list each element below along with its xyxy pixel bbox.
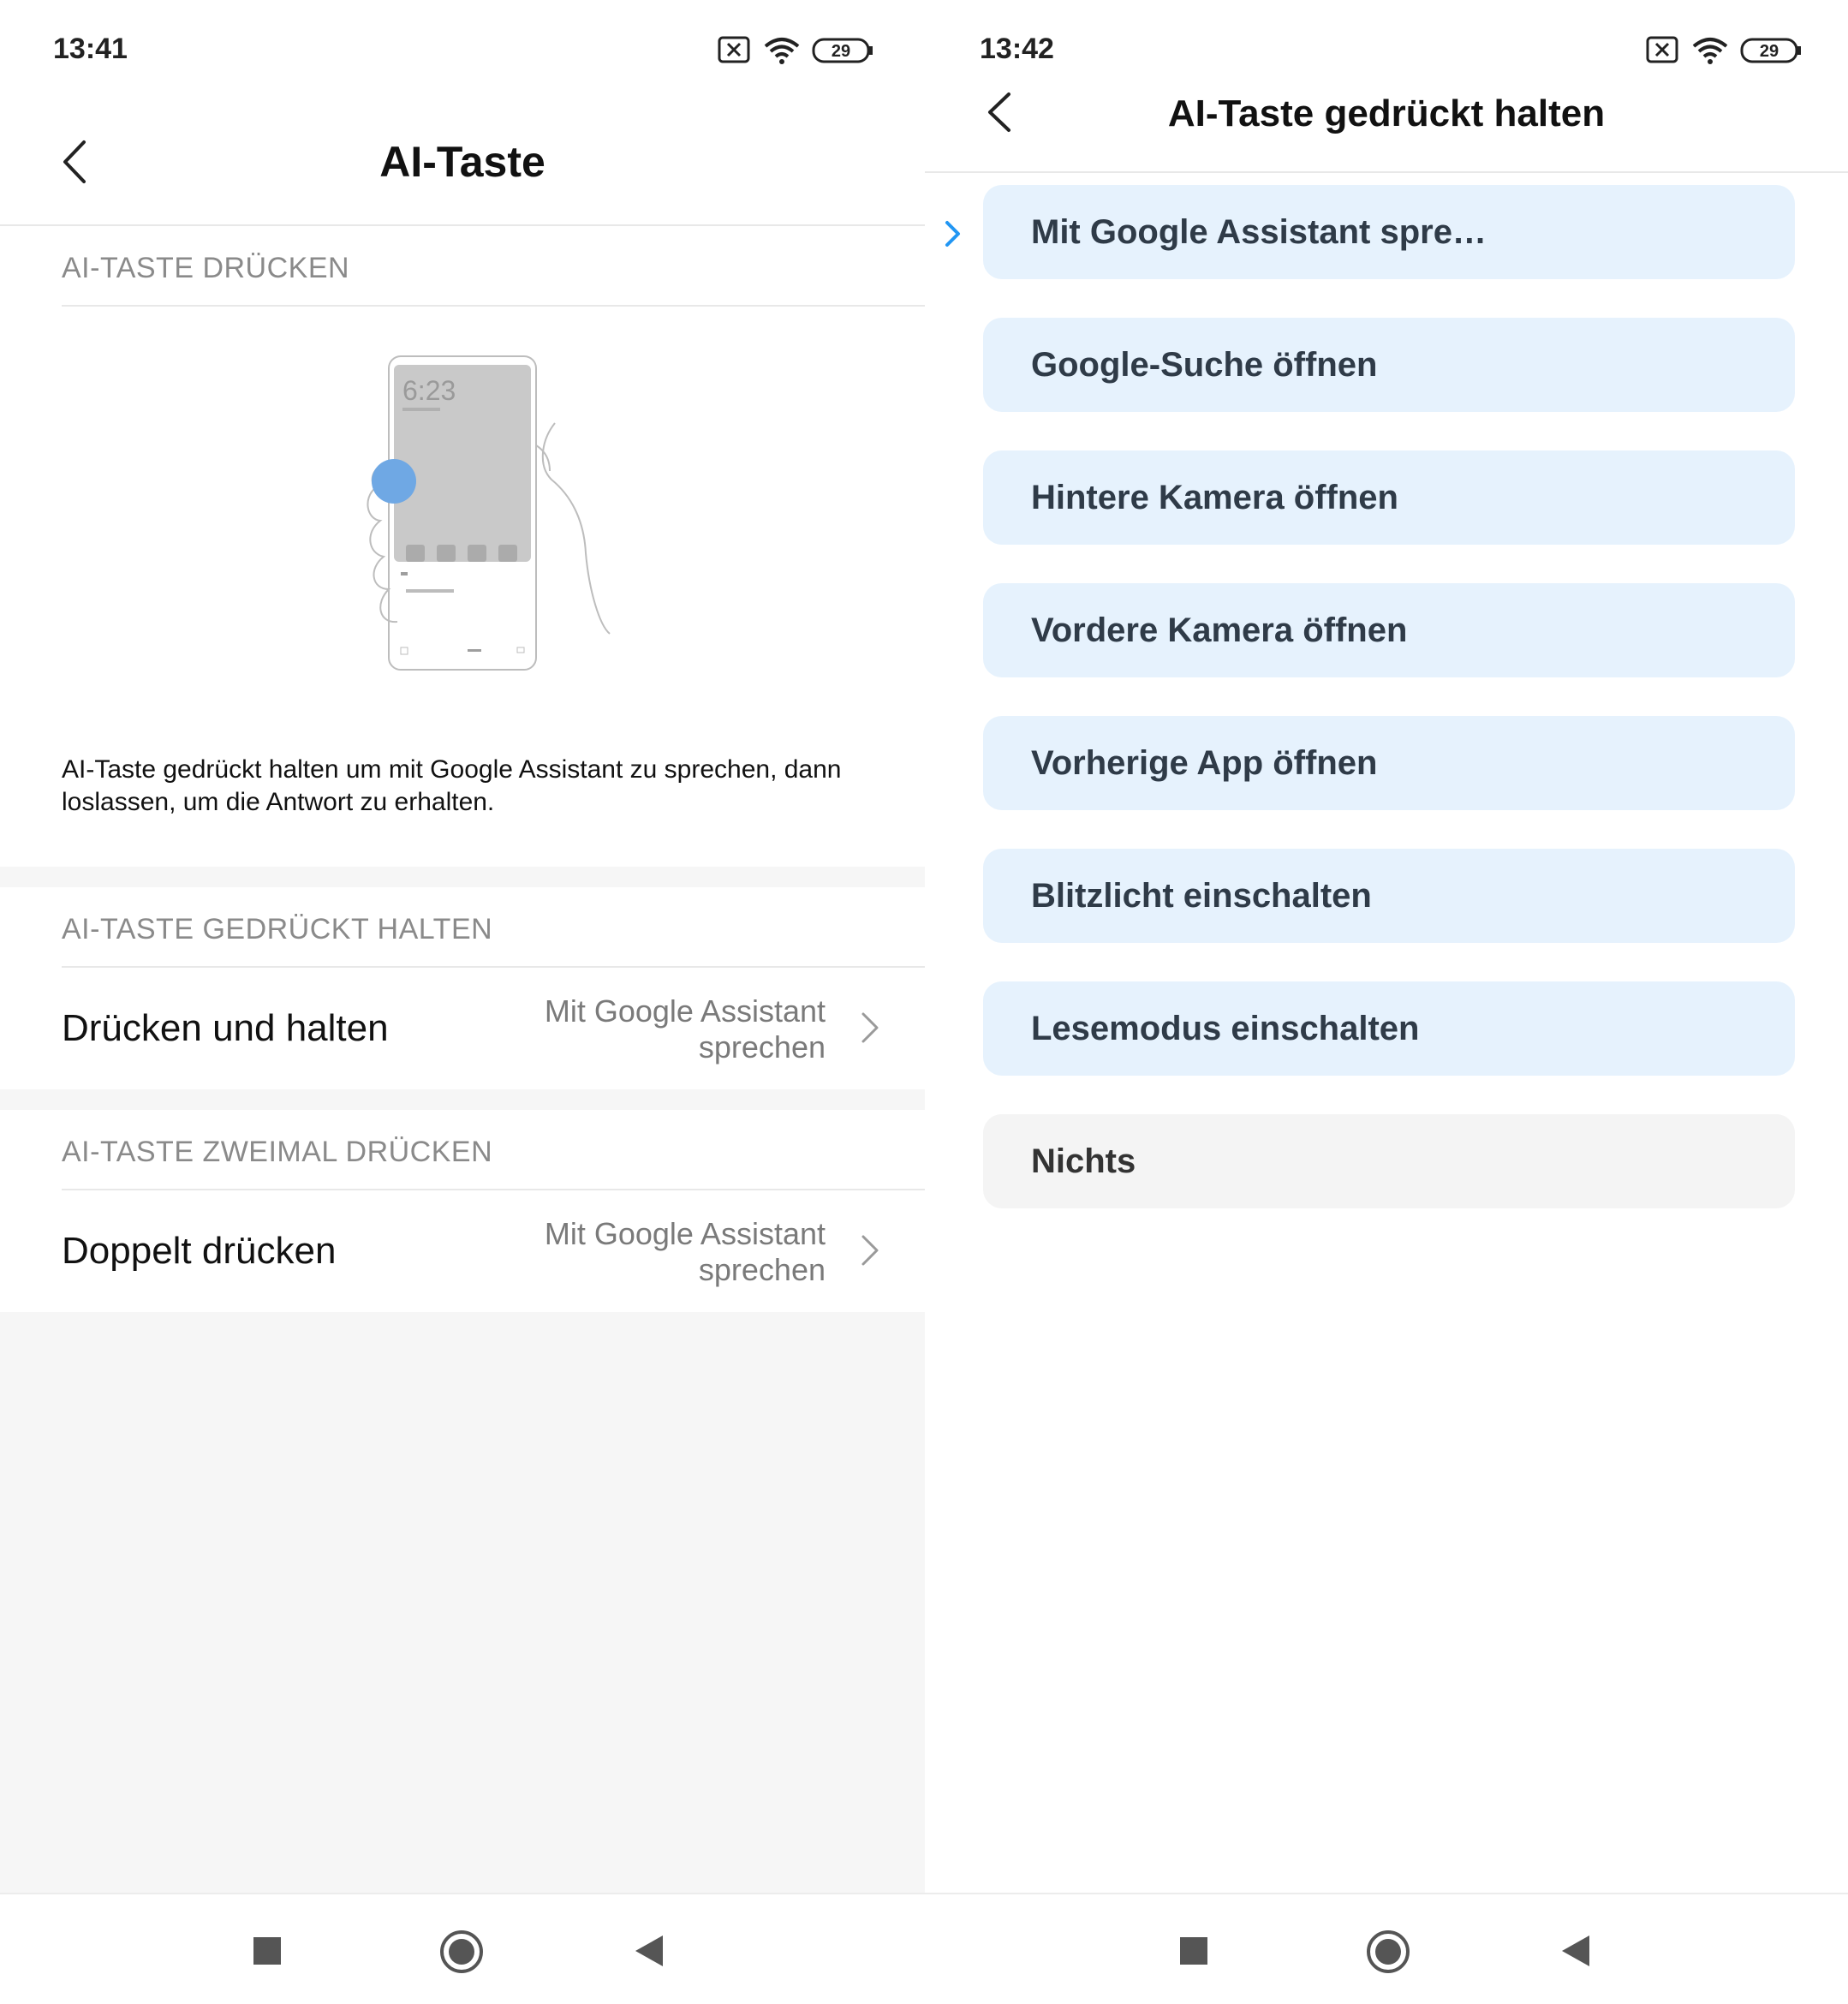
wifi-icon xyxy=(766,39,798,64)
row-value-double-press: Mit Google Assistant sprechen xyxy=(544,1216,826,1287)
status-icons xyxy=(716,33,875,67)
no-sim-icon xyxy=(719,38,748,62)
setting-row-double-press[interactable] xyxy=(0,1190,925,1312)
option-google-search[interactable] xyxy=(983,318,1795,412)
selected-chevron-icon xyxy=(944,219,963,248)
divider xyxy=(925,171,1848,173)
section-header-press: AI-TASTE DRÜCKEN xyxy=(62,252,350,284)
option-flashlight[interactable] xyxy=(983,849,1795,943)
option-reading-mode[interactable] xyxy=(983,981,1795,1076)
option-label: Nichts xyxy=(1031,1142,1136,1180)
navigation-bar xyxy=(925,1893,1848,2004)
home-circle-icon[interactable] xyxy=(438,1929,485,1975)
status-time: 13:42 xyxy=(980,33,1054,65)
option-rear-camera[interactable] xyxy=(983,450,1795,545)
recents-square-icon[interactable] xyxy=(253,1937,281,1965)
svg-text:29: 29 xyxy=(1759,42,1779,61)
chevron-right-icon xyxy=(860,1011,880,1045)
option-label: Mit Google Assistant spre… xyxy=(1031,213,1487,251)
status-icons xyxy=(1644,33,1803,67)
divider xyxy=(62,305,925,307)
wifi-icon xyxy=(1694,39,1726,64)
status-bar xyxy=(925,0,1848,94)
battery-icon xyxy=(814,39,873,62)
back-triangle-icon[interactable] xyxy=(1560,1934,1591,1968)
option-google-assistant[interactable] xyxy=(983,185,1795,279)
navigation-bar xyxy=(0,1893,925,2004)
row-title-double-press: Doppelt drücken xyxy=(62,1230,337,1272)
back-triangle-icon[interactable] xyxy=(634,1934,665,1968)
page-title: AI-Taste gedrückt halten xyxy=(1167,92,1606,134)
row-title-long-press: Drücken und halten xyxy=(62,1007,389,1049)
chevron-right-icon xyxy=(860,1233,880,1267)
option-label: Vordere Kamera öffnen xyxy=(1031,611,1408,649)
option-label: Vorherige App öffnen xyxy=(1031,744,1378,782)
home-circle-icon[interactable] xyxy=(1365,1929,1411,1975)
section-header-long-press: AI-TASTE GEDRÜCKT HALTEN xyxy=(62,913,493,945)
screen-long-press-options xyxy=(925,0,1848,2004)
option-label: Blitzlicht einschalten xyxy=(1031,877,1372,915)
option-nothing[interactable] xyxy=(983,1114,1795,1208)
option-previous-app[interactable] xyxy=(983,716,1795,810)
option-label: Hintere Kamera öffnen xyxy=(1031,479,1398,516)
phone-hand-illustration xyxy=(360,351,617,677)
option-front-camera[interactable] xyxy=(983,583,1795,677)
option-label: Lesemodus einschalten xyxy=(1031,1010,1420,1047)
row-value-long-press: Mit Google Assistant sprechen xyxy=(544,993,826,1065)
setting-row-long-press[interactable] xyxy=(0,968,925,1089)
status-time: 13:41 xyxy=(53,33,128,65)
status-bar xyxy=(0,0,925,94)
divider xyxy=(0,224,925,226)
section-header-double-press: AI-TASTE ZWEIMAL DRÜCKEN xyxy=(62,1136,493,1168)
no-sim-icon xyxy=(1648,38,1677,62)
option-label: Google-Suche öffnen xyxy=(1031,346,1378,384)
description-text: AI-Taste gedrückt halten um mit Google Assistant zu sprechen, dann loslassen, um die Antwort zu erhalten. xyxy=(62,755,842,816)
battery-icon xyxy=(1742,39,1801,62)
page-title: AI-Taste xyxy=(379,138,545,186)
svg-text:6:23: 6:23 xyxy=(402,375,456,406)
recents-square-icon[interactable] xyxy=(1180,1937,1207,1965)
svg-text:29: 29 xyxy=(831,42,851,61)
